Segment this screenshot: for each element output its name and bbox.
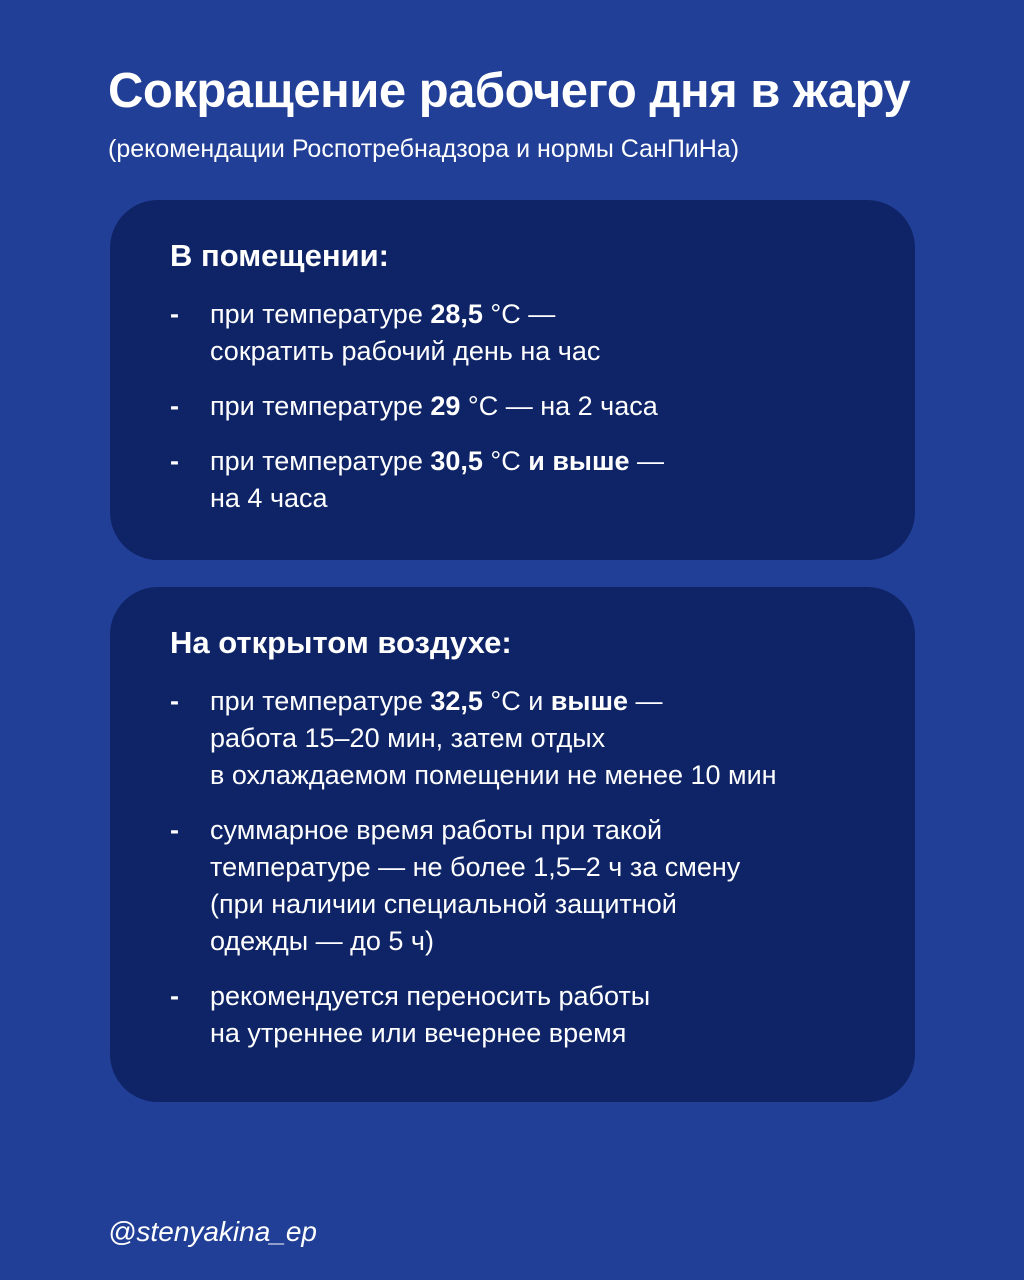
text-line	[210, 1015, 875, 1052]
text-segment: суммарное время работы при такой	[210, 815, 663, 845]
bullet-dash: -	[170, 299, 179, 329]
temperature-value: 29	[430, 391, 461, 421]
indoor-item-2	[170, 388, 875, 425]
text-segment: °С — на 2 часа	[460, 391, 658, 421]
temperature-value: 30,5	[430, 446, 483, 476]
indoor-item-1-text	[210, 296, 875, 370]
text-segment: при температуре	[210, 446, 431, 476]
text-line	[210, 388, 875, 425]
text-segment: работа 15–20 мин, затем отдых	[210, 723, 606, 753]
page-subtitle: (рекомендации Роспотребнадзора и нормы СанПиНа)	[108, 135, 740, 163]
text-segment: —	[629, 446, 665, 476]
bullet-dash: -	[170, 391, 179, 421]
outdoor-item-1	[170, 683, 875, 794]
temperature-value: 28,5	[430, 299, 483, 329]
text-line	[210, 720, 875, 757]
text-line	[210, 978, 875, 1015]
bullet-dash: -	[170, 815, 179, 845]
indoor-item-3-text	[210, 443, 875, 517]
text-segment: при температуре	[210, 391, 431, 421]
text-segment: одежды — до 5 ч)	[210, 926, 434, 956]
outdoor-item-3-text	[210, 978, 875, 1052]
text-line	[210, 443, 875, 480]
page-title: Сокращение рабочего дня в жару	[108, 64, 911, 118]
text-line	[210, 757, 875, 794]
outdoor-heading: На открытом воздухе:	[170, 625, 512, 660]
outdoor-item-2	[170, 812, 875, 960]
outdoor-item-2-text	[210, 812, 875, 960]
text-segment: (при наличии специальной защитной	[210, 889, 677, 919]
author-handle: @stenyakina_ep	[108, 1216, 318, 1247]
text-segment: на 4 часа	[210, 483, 328, 513]
emphasis-text: выше	[550, 686, 628, 716]
text-segment: при температуре	[210, 686, 431, 716]
text-line	[210, 812, 875, 849]
text-segment: в охлаждаемом помещении не менее 10 мин	[210, 760, 777, 790]
text-line	[210, 886, 875, 923]
text-segment: рекомендуется переносить работы	[210, 981, 651, 1011]
bullet-dash: -	[170, 686, 179, 716]
outdoor-card	[110, 587, 915, 1102]
text-segment: °С	[482, 446, 529, 476]
text-segment: на утреннее или вечернее время	[210, 1018, 627, 1048]
text-segment: °С —	[482, 299, 556, 329]
text-line	[210, 683, 875, 720]
indoor-item-3	[170, 443, 875, 517]
text-line	[210, 923, 875, 960]
indoor-item-2-text	[210, 388, 875, 425]
indoor-item-1	[170, 296, 875, 370]
emphasis-text: и выше	[528, 446, 630, 476]
text-line	[210, 296, 875, 333]
bullet-dash: -	[170, 446, 179, 476]
bullet-dash: -	[170, 981, 179, 1011]
outdoor-item-3	[170, 978, 875, 1052]
indoor-list	[170, 296, 875, 535]
text-segment: °С и	[482, 686, 551, 716]
outdoor-item-1-text	[210, 683, 875, 794]
text-segment: —	[627, 686, 663, 716]
text-segment: при температуре	[210, 299, 431, 329]
text-line	[210, 480, 875, 517]
temperature-value: 32,5	[430, 686, 483, 716]
text-segment: сократить рабочий день на час	[210, 336, 601, 366]
outdoor-list	[170, 683, 875, 1070]
indoor-card	[110, 200, 915, 560]
text-line	[210, 849, 875, 886]
text-segment: температуре — не более 1,5–2 ч за смену	[210, 852, 741, 882]
indoor-heading: В помещении:	[170, 238, 389, 273]
text-line	[210, 333, 875, 370]
